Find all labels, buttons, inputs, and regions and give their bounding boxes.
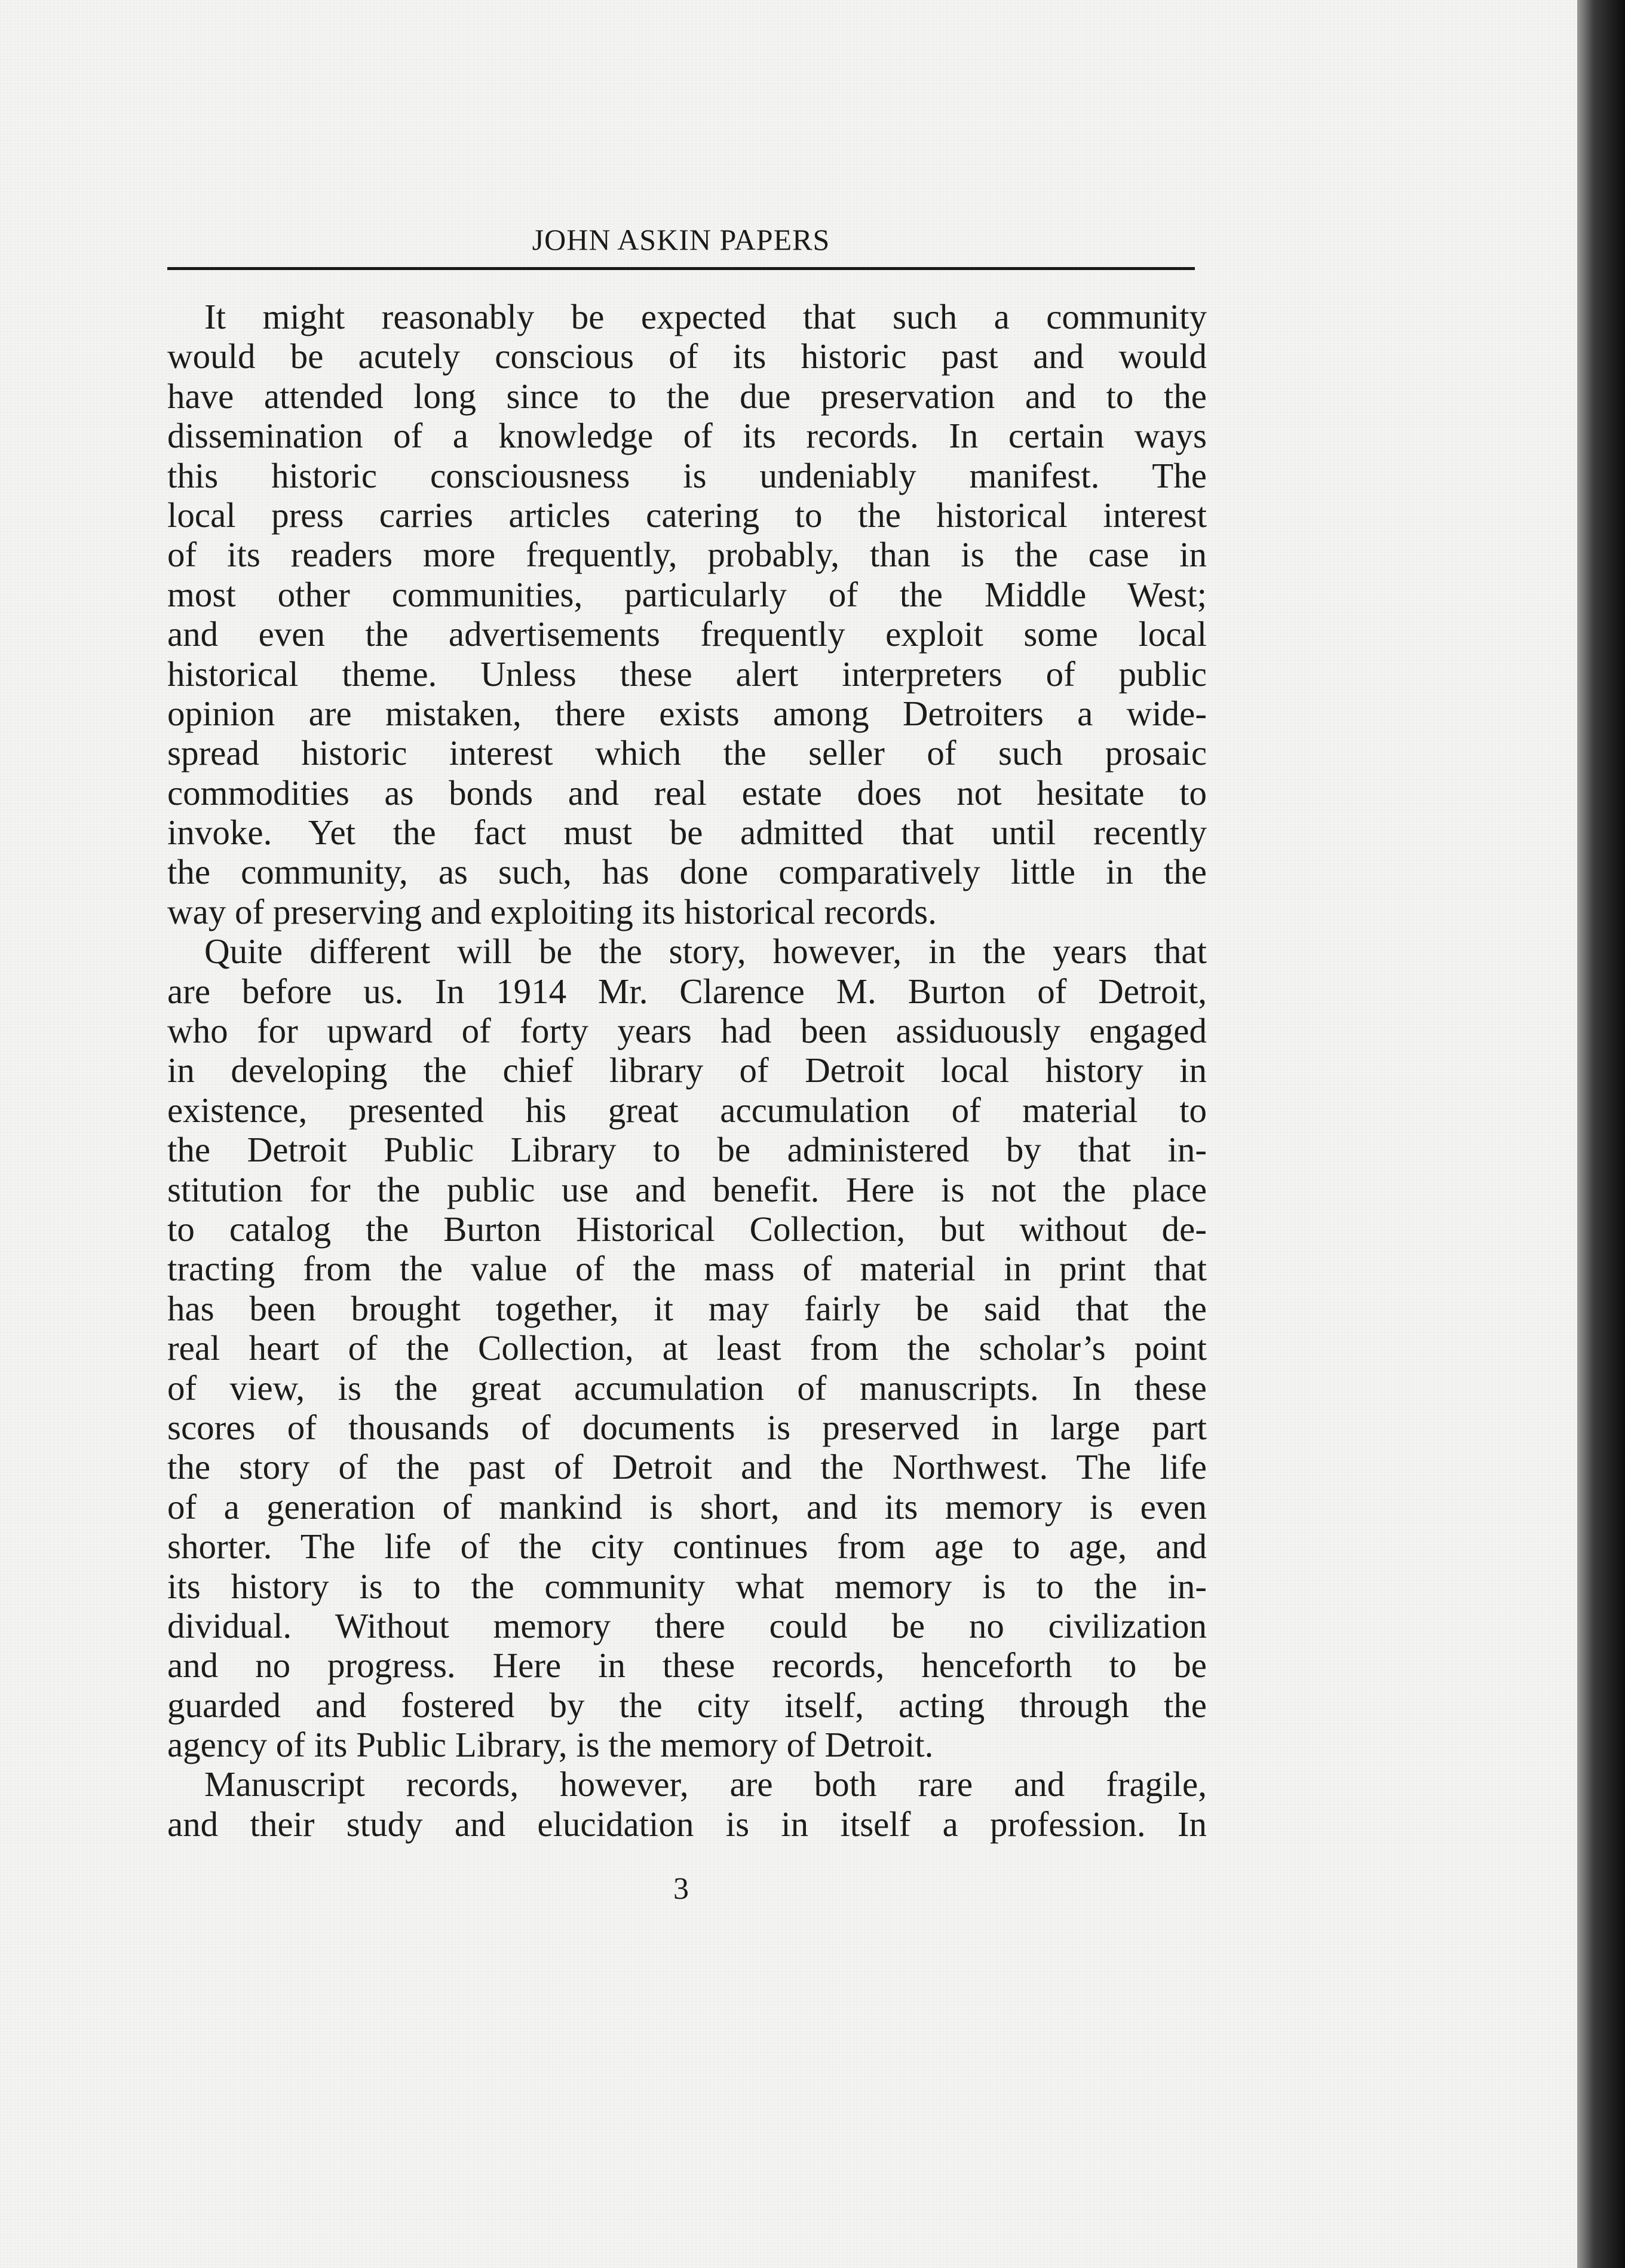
text-line: Quite different will be the story, however, in the years that xyxy=(204,931,1207,971)
scan-edge-shadow xyxy=(1577,0,1625,2268)
text-line: way of preserving and exploiting its historical records. xyxy=(167,891,937,931)
page-number: 3 xyxy=(673,1872,689,1906)
text-line: It might reasonably be expected that such a community xyxy=(204,297,1207,336)
text-line: existence, presented his great accumulation of material to xyxy=(167,1090,1207,1130)
text-line: local press carries articles catering to the historical interest xyxy=(167,495,1207,535)
text-line: who for upward of forty years had been assiduously engaged xyxy=(167,1011,1207,1051)
text-line: has been brought together, it may fairly be said that the xyxy=(167,1288,1207,1328)
text-line: dissemination of a knowledge of its records. In certain ways xyxy=(167,416,1207,456)
text-line: of a generation of mankind is short, and its memory is even xyxy=(167,1487,1207,1527)
body-text xyxy=(167,297,1207,1844)
text-line: agency of its Public Library, is the memory of Detroit. xyxy=(167,1725,934,1765)
text-line: opinion are mistaken, there exists among Detroiters a wide- xyxy=(167,693,1207,733)
text-line: of view, is the great accumulation of manuscripts. In these xyxy=(167,1368,1207,1408)
text-line: tracting from the value of the mass of material in print that xyxy=(167,1249,1207,1289)
text-line: the story of the past of Detroit and the Northwest. The life xyxy=(167,1447,1207,1487)
text-line: this historic consciousness is undeniably manifest. The xyxy=(167,455,1207,495)
text-line: real heart of the Collection, at least from the scholar’s point xyxy=(167,1328,1207,1368)
text-line: the Detroit Public Library to be administered by that in- xyxy=(167,1130,1207,1170)
text-line: are before us. In 1914 Mr. Clarence M. Burton of Detroit, xyxy=(167,971,1207,1011)
text-line: and even the advertisements frequently exploit some local xyxy=(167,614,1207,654)
text-line: in developing the chief library of Detroit local history in xyxy=(167,1050,1207,1090)
text-line: and no progress. Here in these records, henceforth to be xyxy=(167,1645,1207,1685)
text-line: and their study and elucidation is in itself a profession. In xyxy=(167,1804,1207,1844)
text-line: stitution for the public use and benefit. Here is not the place xyxy=(167,1169,1207,1209)
text-line: invoke. Yet the fact must be admitted that until recently xyxy=(167,813,1207,853)
text-line: scores of thousands of documents is preserved in large part xyxy=(167,1407,1207,1447)
text-line: the community, as such, has done comparatively little in the xyxy=(167,852,1207,892)
text-line: to catalog the Burton Historical Collection, but without de- xyxy=(167,1209,1207,1249)
text-line: shorter. The life of the city continues from age to age, and xyxy=(167,1527,1207,1567)
text-line: its history is to the community what memory is to the in- xyxy=(167,1566,1207,1606)
text-line: Manuscript records, however, are both rare and fragile, xyxy=(204,1764,1207,1804)
text-line: of its readers more frequently, probably, than is the case in xyxy=(167,535,1207,575)
text-line: historical theme. Unless these alert interpreters of public xyxy=(167,654,1207,694)
text-line: most other communities, particularly of the Middle West; xyxy=(167,574,1207,614)
text-line: would be acutely conscious of its historic past and would xyxy=(167,336,1207,376)
text-line: dividual. Without memory there could be no civilization xyxy=(167,1605,1207,1645)
text-line: spread historic interest which the seller of such prosaic xyxy=(167,733,1207,773)
header-rule xyxy=(167,267,1195,270)
text-line: commodities as bonds and real estate does not hesitate to xyxy=(167,773,1207,813)
text-line: have attended long since to the due preservation and to the xyxy=(167,376,1207,416)
running-head: JOHN ASKIN PAPERS xyxy=(532,223,830,256)
text-line: guarded and fostered by the city itself, acting through the xyxy=(167,1685,1207,1725)
